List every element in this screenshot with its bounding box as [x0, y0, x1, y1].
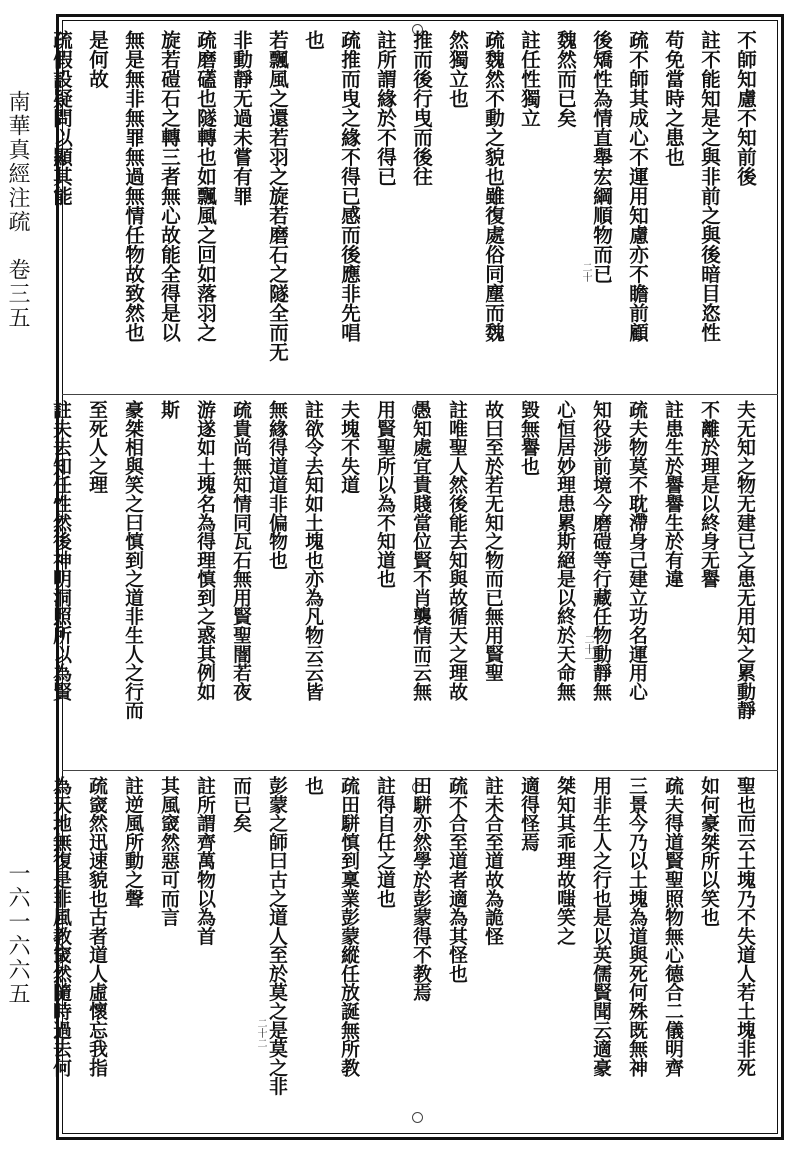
text-column: 疏不合至道者適為其怪也: [446, 776, 468, 983]
text-column: 註未合至道故為詭怪: [482, 776, 504, 946]
text-column: 無緣得道道非偏物也: [266, 400, 288, 570]
text-column: 註不能知是之與非前之與後暗目恣性: [698, 30, 721, 342]
text-column: 夫塊不失道: [338, 400, 360, 494]
text-column: 故曰至於若无知之物而已無用賢聖: [482, 400, 504, 682]
text-column: 毀無譽也: [518, 400, 540, 476]
text-column: 夫无知之物无建已之患无用知之累動靜: [734, 400, 756, 720]
text-column: 也: [302, 776, 324, 795]
text-column: 後矯性為情直舉宏綱順物而已: [590, 30, 613, 284]
text-column: 不師知慮不知前後: [734, 30, 757, 186]
text-panel-bottom: [50, 776, 758, 1126]
text-column: 也: [302, 30, 325, 50]
text-column: 疏田駢慎到稟業彭蒙縱任放誕無所教: [338, 776, 360, 1077]
text-column: 如何豪桀所以笑也: [698, 776, 720, 927]
text-column: 無是無非無罪無過無情任物故致然也: [122, 30, 145, 342]
text-column: 註唯聖人然後能去知與故循天之理故: [446, 400, 468, 701]
text-column: 聖也而云土塊乃不失道人若土塊非死: [734, 776, 756, 1077]
text-column: 疏推而曳之緣不得已感而後應非先唱: [338, 30, 361, 342]
text-panel-top: [50, 30, 758, 362]
text-panel-middle: [50, 400, 758, 750]
margin-page-number: 一六一六六五: [5, 862, 30, 1006]
text-column: 用非生人之行也是以英儒賢聞云適豪: [590, 776, 612, 1077]
text-column: 推而後行曳而後往: [410, 30, 433, 186]
text-column: 不離於理是以終身无譽: [698, 400, 720, 588]
panel-divider-1: [62, 394, 778, 395]
text-column: 非動靜无過未嘗有罪: [230, 30, 253, 206]
text-column: 至死人之理: [86, 400, 108, 494]
text-column: 疏夫得道賢聖照物無心德合二儀明齊: [662, 776, 684, 1077]
text-column: 疏磨礚也隧轉也如飄風之回如落羽之: [194, 30, 217, 342]
text-column: 疏假設疑問以顯其能: [50, 30, 73, 206]
text-column: 註所謂齊萬物以為首: [194, 776, 216, 946]
text-column: 愚知處宜貴賤當位賢不肖襲情而云無: [410, 400, 432, 701]
text-column: 疏貴尚無知情同瓦石無用賢聖闇若夜: [230, 400, 252, 701]
margin-book-title: 南華真經注疏 卷三五: [5, 90, 30, 330]
text-column: 註患生於譽譽生於有違: [662, 400, 684, 588]
text-column: 是何故: [86, 30, 109, 89]
text-column: 三景今乃以土塊為道與死何殊既無神: [626, 776, 648, 1077]
text-column: 為天地無復是非風教窢然隨時過去何: [50, 776, 72, 1077]
folio-mark-1: 二十: [580, 262, 591, 282]
panel-divider-2: [62, 770, 778, 771]
text-column: 用賢聖所以為不知道也: [374, 400, 396, 588]
text-column: 而已矣: [230, 776, 252, 833]
text-column: 疏魏然不動之貌也雖復處俗同塵而魏: [482, 30, 505, 342]
text-column: 彭蒙之師曰古之道人至於莫之是莫之非: [266, 776, 288, 1096]
text-column: 斯: [158, 400, 180, 419]
text-column: 註逆風所動之聲: [122, 776, 144, 908]
text-column: 知役涉前境今磨磑等行藏任物動靜無: [590, 400, 612, 701]
text-column: 然獨立也: [446, 30, 469, 108]
folio-mark-2: 二十一: [582, 634, 593, 664]
text-column: 註所謂緣於不得已: [374, 30, 397, 186]
text-column: 其風窢然惡可而言: [158, 776, 180, 927]
text-column: 註任性獨立: [518, 30, 541, 128]
text-column: 適得怪焉: [518, 776, 540, 852]
text-column: 疏窢然迅速貌也古者道人虛懷忘我指: [86, 776, 108, 1077]
text-column: 疏夫物莫不耽滯身己建立功名運用心: [626, 400, 648, 701]
folio-mark-3: 二十二: [255, 1018, 266, 1048]
text-column: 游遂如土塊名為得理慎到之惑其例如: [194, 400, 216, 701]
text-column: 田駢亦然學於彭蒙得不教焉: [410, 776, 432, 1002]
text-column: 桀知其乖理故嗤笑之: [554, 776, 576, 946]
text-column: 豪桀相與笑之曰慎到之道非生人之行而: [122, 400, 144, 720]
text-column: 註欲令去知如土塊也亦為凡物云云皆: [302, 400, 324, 701]
text-column: 疏不師其成心不運用知慮亦不瞻前顧: [626, 30, 649, 342]
text-column: 若飄風之還若羽之旋若磨石之隧全而无: [266, 30, 289, 362]
text-column: 心恒居妙理患累斯絕是以終於天命無: [554, 400, 576, 701]
text-column: 註夫去知任性然後神明洞照所以為賢: [50, 400, 72, 701]
text-column: 註得自任之道也: [374, 776, 396, 908]
text-column: 苟免當時之患也: [662, 30, 685, 167]
text-column: 魏然而已矣: [554, 30, 577, 128]
text-column: 旋若磑石之轉三者無心故能全得是以: [158, 30, 181, 342]
